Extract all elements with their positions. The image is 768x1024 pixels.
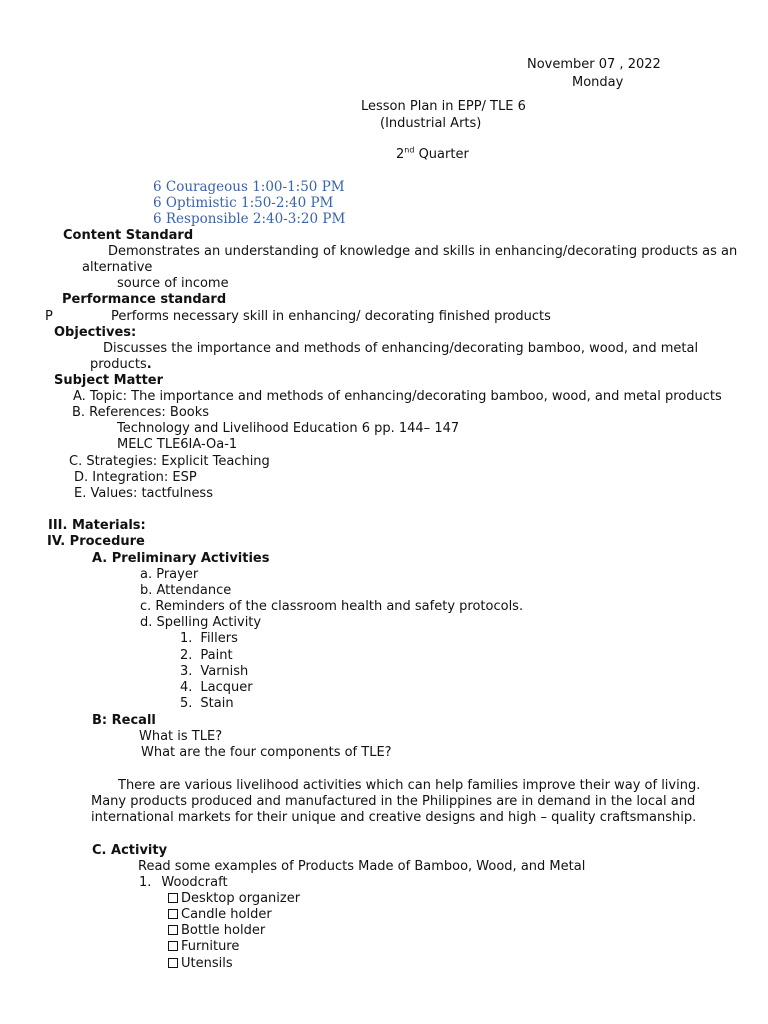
preliminary-activities-heading: A. Preliminary Activities [92,551,270,566]
content-standard-text: Demonstrates an understanding of knowledge and skills in enhancing/decorating products as an [108,244,738,259]
reference-item: MELC TLE6IA-Oa-1 [117,437,238,452]
performance-standard-prefix: P [45,309,53,324]
document-title: Lesson Plan in EPP/ TLE 6 [361,99,526,114]
preliminary-item: a. Prayer [140,567,199,582]
objectives-text: Discusses the importance and methods of enhancing/decorating bamboo, wood, and metal [103,341,699,356]
woodcraft-item: Desktop organizer [168,891,300,907]
reference-item: Technology and Livelihood Education 6 pp. 144– 147 [117,421,460,436]
subject-strategies: C. Strategies: Explicit Teaching [69,454,270,469]
subject-matter-heading: Subject Matter [54,373,164,388]
schedule-item: 6 Courageous 1:00-1:50 PM [153,179,345,195]
spelling-item: 1. Fillers [180,631,238,646]
woodcraft-item: Bottle holder [168,923,265,939]
quarter-label: 2nd Quarter [396,145,469,162]
woodcraft-item: Utensils [168,956,233,972]
checkbox-icon [168,958,178,968]
recall-question: What are the four components of TLE? [141,745,392,760]
checkbox-icon [168,925,178,935]
performance-standard-heading: Performance standard [62,292,227,307]
activity-heading: C. Activity [92,843,168,858]
woodcraft-item: Candle holder [168,907,272,923]
woodcraft-title: 1. Woodcraft [139,875,228,890]
spelling-item: 3. Varnish [180,664,249,679]
lesson-day: Monday [572,75,624,90]
spelling-item: 5. Stain [180,696,234,711]
performance-standard-text: Performs necessary skill in enhancing/ decorating finished products [111,309,551,324]
checkbox-icon [168,941,178,951]
objectives-heading: Objectives: [54,325,137,340]
checkbox-icon [168,893,178,903]
preliminary-item: c. Reminders of the classroom health and safety protocols. [140,599,524,614]
subject-references: B. References: Books [72,405,210,420]
subject-values: E. Values: tactfulness [74,486,213,501]
spelling-item: 4. Lacquer [180,680,253,695]
schedule-item: 6 Optimistic 1:50-2:40 PM [153,195,334,211]
recall-heading: B: Recall [92,713,156,728]
activity-intro: Read some examples of Products Made of Bamboo, Wood, and Metal [138,859,586,874]
woodcraft-item: Furniture [168,939,239,955]
lesson-date: November 07 , 2022 [527,57,661,72]
content-standard-text-end: source of income [117,276,229,291]
spelling-item: 2. Paint [180,648,233,663]
content-standard-heading: Content Standard [63,228,194,243]
materials-heading: III. Materials: [48,518,146,533]
schedule-item: 6 Responsible 2:40-3:20 PM [153,211,346,227]
procedure-heading: IV. Procedure [47,534,145,549]
objectives-text-cont: products. [90,357,152,372]
document-subtitle: (Industrial Arts) [380,116,482,131]
recall-paragraph: There are various livelihood activities which can help families improve their way of living. [118,778,701,793]
checkbox-icon [168,909,178,919]
preliminary-item: b. Attendance [140,583,232,598]
recall-paragraph-cont: Many products produced and manufactured in the Philippines are in demand in the local and [91,794,696,809]
subject-topic: A. Topic: The importance and methods of enhancing/decorating bamboo, wood, and metal products [73,389,722,404]
recall-paragraph-cont: international markets for their unique and creative designs and high – quality craftsmanship. [91,810,697,825]
preliminary-item: d. Spelling Activity [140,615,262,630]
subject-integration: D. Integration: ESP [74,470,197,485]
recall-question: What is TLE? [139,729,223,744]
content-standard-text-cont: alternative [82,260,153,275]
